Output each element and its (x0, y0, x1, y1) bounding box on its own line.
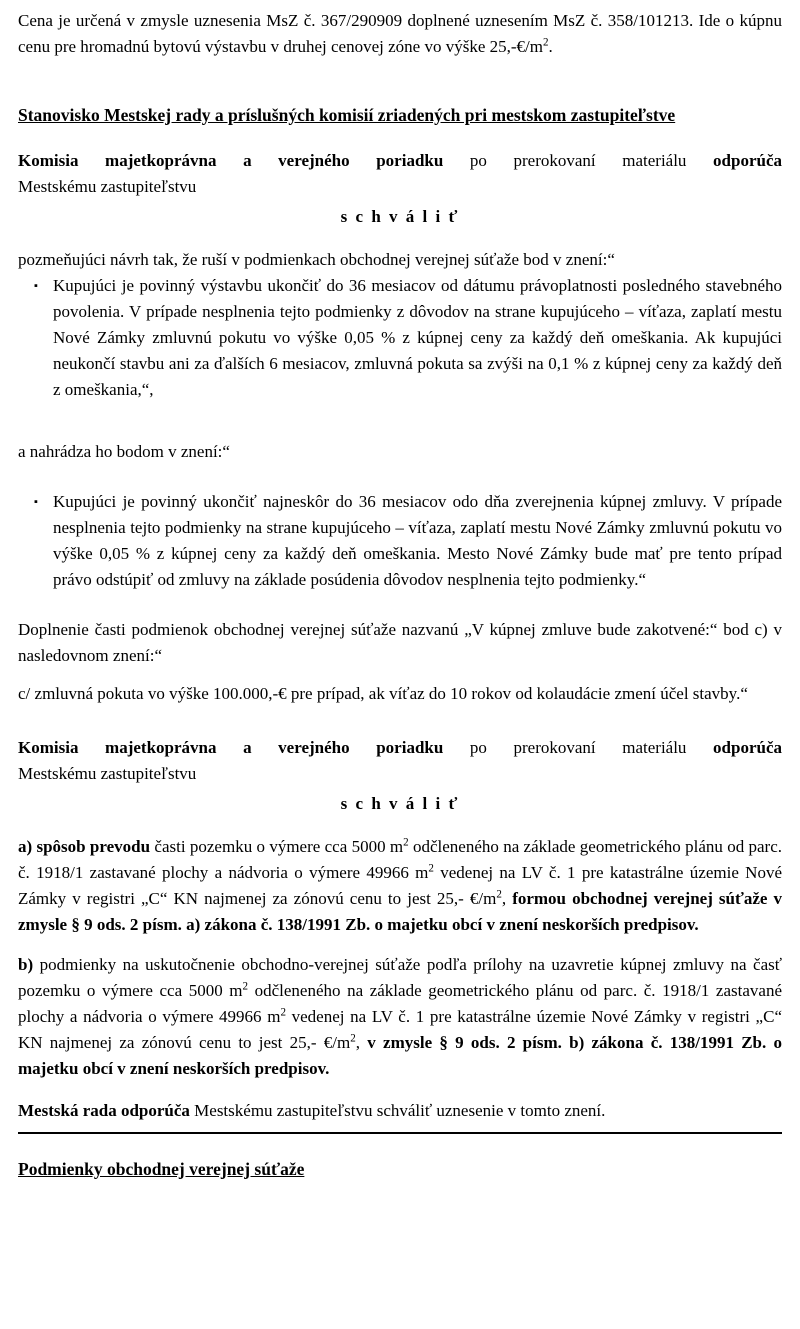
committee-mid-text: po prerokovaní materiálu (443, 151, 714, 170)
recommends-word: odporúča (713, 738, 782, 757)
committee-name: Komisia majetkoprávna a verejného poriadku (18, 738, 444, 757)
point-a-text-3: vedenej na LV č. 1 pre katastrálne územie Nové Zámky v registri „C“ KN najmenej za zónovú cenu to jest 25,- €/m (18, 863, 782, 908)
point-a-legal-basis: formou obchodnej verejnej súťaže v zmysle § 9 ods. 2 písm. a) zákona č. 138/1991 Zb. o majetku obcí v znení neskorších predpisov. (18, 889, 783, 934)
price-determination-paragraph (18, 8, 782, 60)
square-meter-superscript: 2 (428, 862, 434, 875)
square-meter-superscript: 2 (542, 36, 549, 49)
transfer-method-point-a (18, 834, 782, 938)
committee-line-1 (18, 735, 782, 761)
square-meter-superscript: 2 (280, 1006, 286, 1019)
square-bullet-icon: ▪ (34, 280, 38, 292)
new-condition-text: Kupujúci je povinný ukončiť najneskôr do 36 mesiacov odo dňa zverejnenia kúpnej zmluvy. V prípade nesplnenia tejto podmienky na strane kupujúceho – víťaza, zaplatí mestu Nové Zámky zmluvnú pokutu vo výške 0,05 % z kúpnej ceny za každý deň omeškania. Mesto Nové Zámky bude mať pre tento prípad právo odstúpiť od zmluvy na základe posúdenia dôvodov nesplnenia tejto podmienky.“ (53, 492, 782, 589)
old-condition-text: Kupujúci je povinný výstavbu ukončiť do 36 mesiacov od dátumu právoplatnosti posledného stavebného povolenia. V prípade nesplnenia tejto podmienky z dôvodov na strane kupujúceho – víťaza, zaplatí mestu Nové Zámky zmluvnú pokutu vo výške 0,05 % z kúpnej ceny za každý deň omeškania. Ak kupujúci neukončí stavbu ani za ďalších 6 mesiacov, zmluvná pokuta sa zvýši na 0,1 % z kúpnej ceny za každý deň z omeškania,“, (53, 276, 782, 399)
price-text: Cena je určená v zmysle uznesenia MsZ č. 367/290909 doplnené uznesením MsZ č. 358/101213. Ide o kúpnu cenu pre hromadnú bytovú výstavbu v druhej cenovej zóne vo výške 25,-€/m (18, 11, 782, 56)
square-meter-superscript: 2 (350, 1032, 356, 1045)
schvalit-verdict-1: s c h v á l i ť (340, 207, 460, 226)
old-condition-list-item (18, 273, 782, 403)
city-council-recommendation (18, 1098, 782, 1124)
square-meter-superscript: 2 (242, 980, 249, 993)
new-condition-list-item (18, 489, 782, 593)
podmienky-heading: Podmienky obchodnej verejnej súťaže (18, 1159, 305, 1179)
addressee-line: Mestskému zastupiteľstvu (18, 177, 197, 196)
recommends-word: odporúča (713, 151, 782, 170)
contract-penalty-point-c: c/ zmluvná pokuta vo výške 100.000,-€ pre prípad, ak víťaz do 10 rokov od kolaudácie zmení účel stavby.“ (18, 684, 748, 703)
point-b-text-2: odčleneného na základe geometrického plánu od parc. č. 1918/1 zastavané plochy a nádvoria o výmere 49966 m (18, 981, 782, 1026)
square-meter-superscript: 2 (403, 836, 409, 849)
committee-name: Komisia majetkoprávna a verejného poriadku (18, 151, 444, 170)
schvalit-verdict-2: s c h v á l i ť (340, 794, 460, 813)
tender-conditions-point-b (18, 952, 782, 1082)
square-bullet-icon: ▪ (34, 496, 38, 508)
point-a-text-2: odčleneného na základe geometrického plánu od parc. č. 1918/1 zastavané plochy a nádvoria o výmere 49966 m (18, 837, 783, 882)
point-b-label: b) (18, 955, 34, 974)
point-a-label: a) spôsob prevodu (18, 837, 151, 856)
stanovisko-heading: Stanovisko Mestskej rady a príslušných komisií zriadených pri mestskom zastupiteľstve (18, 105, 676, 125)
square-meter-superscript: 2 (496, 888, 502, 901)
council-name: Mestská rada odporúča (18, 1101, 190, 1120)
point-a-text-1: časti pozemku o výmere cca 5000 m (150, 837, 404, 856)
supplement-lead: Doplnenie časti podmienok obchodnej verejnej súťaže nazvanú „V kúpnej zmluve bude zakotvené:“ bod c) v nasledovnom znení:“ (18, 620, 782, 665)
addressee-line: Mestskému zastupiteľstvu (18, 764, 197, 783)
committee-recommendation-1 (18, 148, 782, 200)
replacement-lead: a nahrádza ho bodom v znení:“ (18, 442, 230, 461)
price-text-end: . (548, 37, 553, 56)
point-b-text-4: , (355, 1033, 361, 1052)
separator-line (18, 1132, 782, 1134)
point-a-text-4: , (501, 889, 513, 908)
committee-recommendation-2 (18, 735, 782, 787)
point-b-text-3: vedenej na LV č. 1 pre katastrálne územie Nové Zámky v registri „C“ KN najmenej za zónovú cenu to jest 25,- €/m (18, 1007, 782, 1052)
committee-mid-text: po prerokovaní materiálu (443, 738, 714, 757)
committee-line-1 (18, 148, 782, 174)
council-recommendation-text: Mestskému zastupiteľstvu schváliť uznesenie v tomto znení. (189, 1101, 606, 1120)
point-b-text-1: podmienky na uskutočnenie obchodno-verejnej súťaže podľa prílohy na uzavretie kúpnej zmluvy na časť pozemku o výmere cca 5000 m (18, 955, 782, 1000)
point-b-legal-basis: v zmysle § 9 ods. 2 písm. b) zákona č. 138/1991 Zb. o majetku obcí v znení neskorších predpisov. (18, 1033, 783, 1078)
amendment-lead: pozmeňujúci návrh tak, že ruší v podmienkach obchodnej verejnej súťaže bod v znení:“ (18, 250, 615, 269)
